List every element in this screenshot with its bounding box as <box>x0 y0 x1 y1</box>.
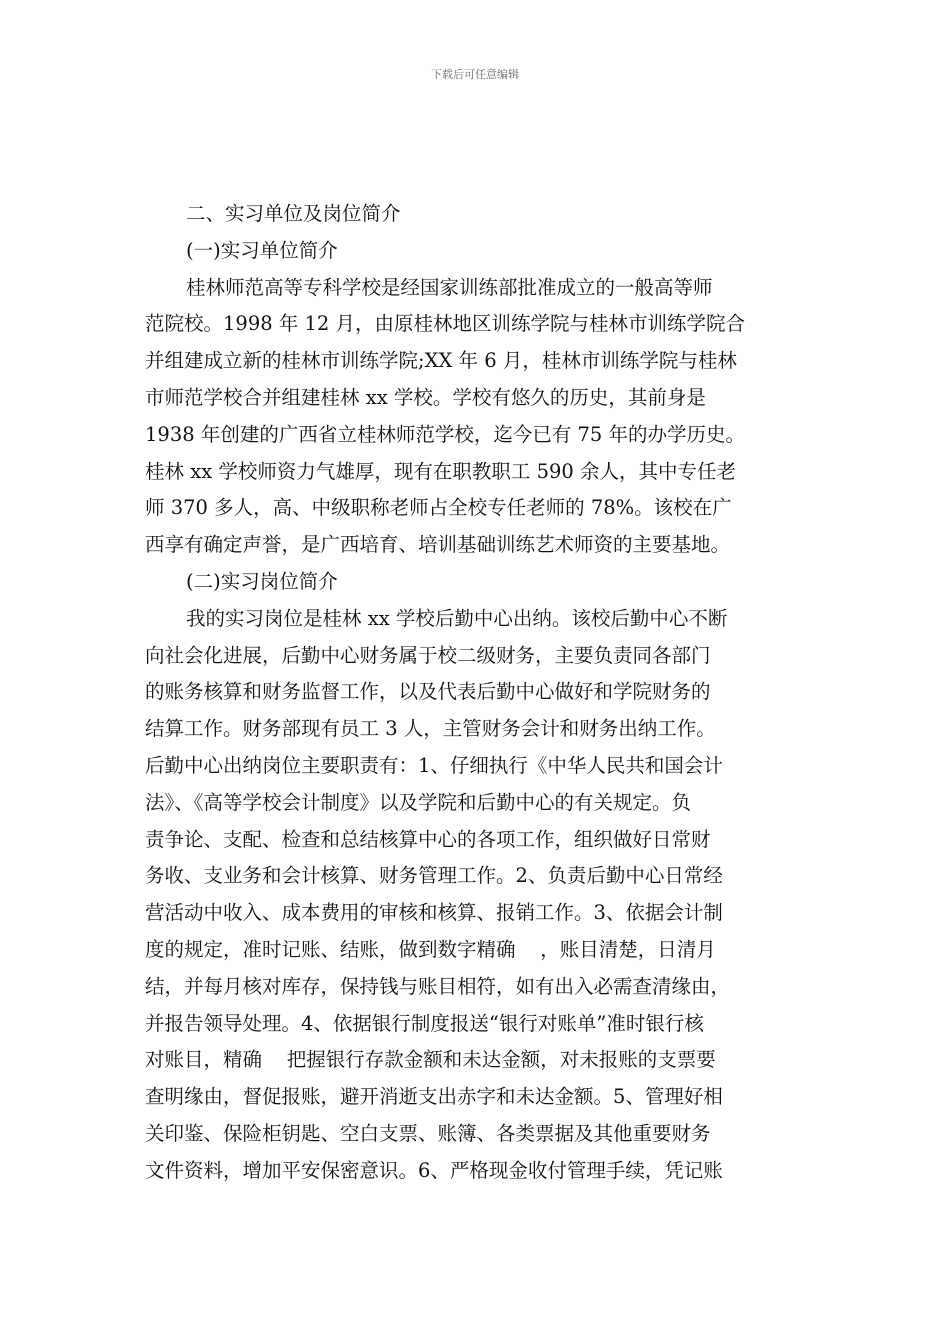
subsection-heading: (一)实习单位简介 <box>186 238 338 262</box>
paragraph-line: 营活动中收入、成本费用的审核和核算、报销工作。3、依据会计制 <box>145 901 723 925</box>
paragraph-line: 后勤中心出纳岗位主要职责有：1、仔细执行《中华人民共和国会计 <box>145 753 723 777</box>
subsection-heading: (二)实习岗位简介 <box>186 569 338 593</box>
paragraph-line: 的账务核算和财务监督工作，以及代表后勤中心做好和学院财务的 <box>145 680 711 704</box>
section-heading: 二、实习单位及岗位简介 <box>186 202 401 225</box>
paragraph-line: 结算工作。财务部现有员工 3 人，主管财务会计和财务出纳工作。 <box>145 717 716 741</box>
document-body <box>145 196 820 1190</box>
paragraph-line: 范院校。1998 年 12 月，由原桂林地区训练学院与桂林市训练学院合 <box>145 312 746 336</box>
page-header: 下载后可任意编辑 <box>431 68 519 81</box>
paragraph-line: 市师范学校合并组建桂林 xx 学校。学校有悠久的历史，其前身是 <box>145 385 706 409</box>
paragraph-line: 我的实习岗位是桂林 xx 学校后勤中心出纳。该校后勤中心不断 <box>186 606 728 630</box>
paragraph-line: 度的规定，准时记账、结账，做到数字精确 ，账目清楚，日清月 <box>145 937 716 961</box>
paragraph-line: 1938 年创建的广西省立桂林师范学校，迄今已有 75 年的办学历史。 <box>145 422 746 446</box>
paragraph-line: 桂林 xx 学校师资力气雄厚，现有在职教职工 590 余人，其中专任老 <box>145 459 737 483</box>
paragraph-line: 师 370 多人，高、中级职称老师占全校专任老师的 78%。该校在广 <box>145 496 732 520</box>
paragraph-line: 文件资料，增加平安保密意识。6、严格现金收付管理手续，凭记账 <box>145 1158 723 1182</box>
paragraph-line: 向社会化进展，后勤中心财务属于校二级财务，主要负责同各部门 <box>145 643 711 667</box>
paragraph-line: 关印鉴、保险柜钥匙、空白支票、账簿、各类票据及其他重要财务 <box>145 1121 711 1145</box>
paragraph-line: 对账目，精确 把握银行存款金额和未达金额，对未报账的支票要 <box>145 1048 716 1072</box>
paragraph-line: 法》、《高等学校会计制度》以及学院和后勤中心的有关规定。负 <box>145 790 692 814</box>
paragraph-line: 并报告领导处理。4、依据银行制度报送“银行对账单”准时银行核 <box>145 1011 704 1035</box>
paragraph-line: 务收、支业务和会计核算、财务管理工作。2、负责后勤中心日常经 <box>145 864 723 888</box>
paragraph-line: 责争论、支配、检查和总结核算中心的各项工作，组织做好日常财 <box>145 827 711 851</box>
paragraph-line: 结，并每月核对库存，保持钱与账目相符，如有出入必需查清缘由， <box>145 974 731 998</box>
paragraph-line: 西享有确定声誉，是广西培育、培训基础训练艺术师资的主要基地。 <box>145 533 731 557</box>
paragraph-line: 查明缘由，督促报账，避开消逝支出赤字和未达金额。5、管理好相 <box>145 1085 723 1109</box>
paragraph-line: 桂林师范高等专科学校是经国家训练部批准成立的一般高等师 <box>186 275 713 299</box>
paragraph-line: 并组建成立新的桂林市训练学院;XX 年 6 月，桂林市训练学院与桂林 <box>145 349 737 373</box>
